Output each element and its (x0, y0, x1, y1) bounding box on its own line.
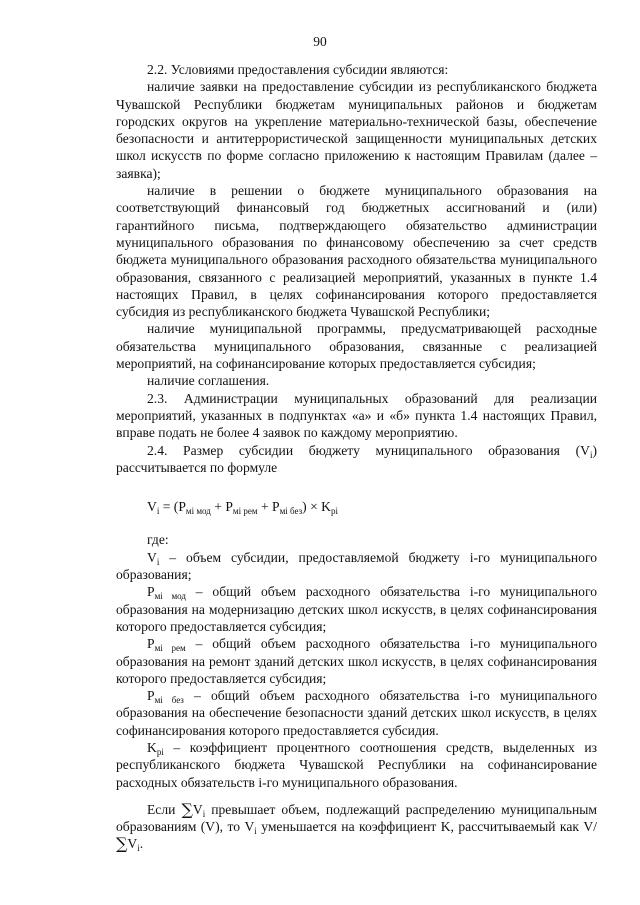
paragraph-condition-budget-decision: наличие в решении о бюджете муниципального образования на соответствующий финансовый год бюджетных ассигнований и (или) гарантийного письма, подтверждающего обязательство администрации муниципального образования по финансовому обеспечению за счет средств бюджета муниципального образования расходного обязательства муниципального образования, связанного с реализацией мероприятий, указанных в пункте 1.4 настоящих Правил, в целях софинансирования которого предоставляется субсидия из республиканского бюджета Чувашской Республики; (116, 183, 597, 320)
where-label: где: (147, 532, 169, 548)
paragraph-condition-agreement: наличие соглашения. (147, 373, 270, 389)
subsidy-formula: $V_i = (P_{мi мод} + P_{мi рем} + P_{мi без}) \times K_{рi}$ (147, 499, 338, 517)
sum-symbol: ∑ (116, 834, 128, 854)
page-number: 90 (313, 34, 327, 49)
paragraph-reduction-rule: Если $\sum V_i$ превышает объем, подлежащий распределению муниципальным образованиям (V), то $V_i$ уменьшается на коэффициент K, рассчитываемый как $V/\sum V_i$. (116, 799, 597, 854)
paragraph-condition-municipal-program: наличие муниципальной программы, предусматривающей расходные обязательства муниципального образования, связанные с реализацией мероприятий, на софинансирование которых предоставляется субсидия; (116, 321, 597, 372)
definition-p-rem: $P_{мi рем}$ – общий объем расходного обязательства i-го муниципального образования на ремонт зданий детских школ искусств, в целях софинансирования которого предоставляется субсидия; (116, 636, 598, 686)
paragraph-2-2: 2.2. Условиями предоставления субсидии являются: (147, 62, 449, 77)
definition-v: $V_i$ – объем субсидии, предоставляемой бюджету i-го муниципального образования; (116, 549, 597, 583)
paragraph-2-3: 2.3. Администрации муниципальных образований для реализации мероприятий, указанных в подпунктах «а» и «б» пункта 1.4 настоящих Правил, вправе подать не более 4 заявок по каждому мероприятию. (116, 390, 597, 441)
paragraph-condition-application: наличие заявки на предоставление субсидии из республиканского бюджета Чувашской Республики бюджетам муниципальных районов и бюджетам городских округов на укрепление материально-технической базы, обеспечение безопасности и антитеррористической защищенности муниципальных детских школ искусств по форме согласно приложению к настоящим Правилам (далее – заявка); (116, 79, 597, 181)
definition-k: $K_{рi}$ – коэффициент процентного соотношения средств, выделенных из республиканского бюджета Чувашской Республики на софинансирование расходных обязательств i-го муниципального образования. (116, 739, 597, 790)
definition-p-bez: $P_{мi без}$ – общий объем расходного обязательства i-го муниципального образования на обеспечение безопасности зданий детских школ искусств, в целях софинансирования которого предоставляется субсидия. (116, 688, 597, 738)
sum-symbol: ∑ (181, 799, 193, 819)
document-body (116, 61, 597, 853)
definition-p-mod: $P_{мi мод}$ – общий объем расходного обязательства i-го муниципального образования на модернизацию детских школ искусств, в целях софинансирования которого предоставляется субсидия; (116, 584, 597, 634)
paragraph-2-4: 2.4. Размер субсидии бюджету муниципального образования $(V_i)$ рассчитывается по формуле (116, 442, 597, 475)
